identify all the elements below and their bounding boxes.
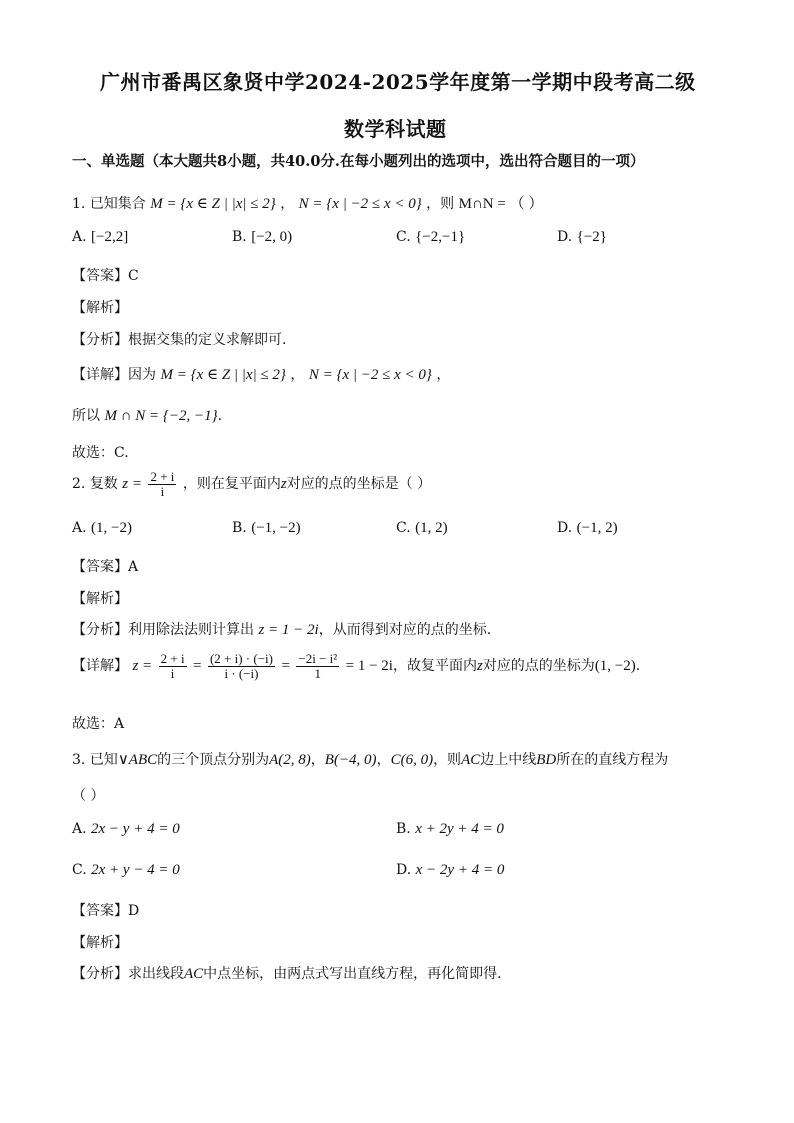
segment-ac: AC xyxy=(461,752,481,768)
point-b: B(−4, 0) xyxy=(324,752,377,768)
fenxi-text: 中点坐标，由两点式写出直线方程，再化简即得. xyxy=(203,966,502,982)
separator: ， xyxy=(280,196,295,212)
z-variable: z xyxy=(280,476,287,493)
q3-answer xyxy=(72,900,139,920)
equals-sign: = xyxy=(281,658,290,675)
option-letter: B. xyxy=(396,821,411,837)
separator: ， xyxy=(310,752,325,768)
point-c: C(6, 0) xyxy=(390,752,434,768)
q2-option-c xyxy=(396,520,448,537)
answer-tag: 【答案】 xyxy=(72,559,128,575)
fraction-1 xyxy=(159,652,187,680)
q2-option-b xyxy=(232,520,301,537)
option-letter: B. xyxy=(232,229,247,245)
fenxi-formula: z = 1 − 2i xyxy=(258,622,319,638)
q1-detail xyxy=(72,364,450,384)
answer-tag: 【答案】 xyxy=(72,903,128,919)
fraction-2 xyxy=(208,652,275,680)
question-number: 3. xyxy=(72,752,86,768)
stem-text: 已知 xyxy=(89,752,118,768)
option-value: (1, −2) xyxy=(91,520,132,536)
question-1-stem xyxy=(72,192,543,213)
q1-analysis-tag: 【解析】 xyxy=(72,300,128,316)
detail-text: 对应的点的坐标为 xyxy=(482,658,595,675)
fenxi-tag: 【分析】 xyxy=(72,622,128,638)
q1-conclusion xyxy=(72,405,222,425)
q3-option-b xyxy=(396,821,504,838)
q2-option-a xyxy=(72,520,132,537)
q2-analysis-tag: 【解析】 xyxy=(72,591,128,607)
q1-option-a xyxy=(72,229,128,246)
fenxi-text: 求出线段 xyxy=(128,966,184,982)
option-value: x + 2y + 4 = 0 xyxy=(415,821,504,837)
fenxi-tag: 【分析】 xyxy=(72,332,128,348)
conclusion-formula: M ∩ N = {−2, −1} xyxy=(104,408,218,424)
option-letter: A. xyxy=(72,520,87,536)
option-value: {−2} xyxy=(576,229,607,245)
z-equals: z = xyxy=(132,658,153,675)
question-3-paren: （ ） xyxy=(72,788,105,804)
separator: ， xyxy=(436,367,451,383)
q1-choose: 故选：C. xyxy=(72,445,129,461)
option-value: (1, 2) xyxy=(415,520,448,536)
stem-text: 的三个顶点分别为 xyxy=(157,752,270,768)
fraction-numerator: −2i − i² xyxy=(298,651,338,666)
q3-option-a xyxy=(72,821,180,838)
option-value: (−1, −2) xyxy=(251,520,301,536)
answer-value: C xyxy=(128,268,139,284)
fraction-denominator: i xyxy=(170,665,175,681)
segment-bd: BD xyxy=(536,752,557,768)
q1-option-c xyxy=(396,229,465,246)
fraction-3 xyxy=(296,652,339,680)
fraction-denominator: i xyxy=(160,483,165,499)
set-m-formula: M = {x ∈ Z | |x| ≤ 2} xyxy=(150,196,276,212)
question-2-stem xyxy=(72,470,431,498)
question-3-stem xyxy=(72,749,668,769)
separator: ， xyxy=(376,752,391,768)
stem-text: ，则 xyxy=(433,752,462,768)
equals-sign: = xyxy=(193,658,202,675)
period: . xyxy=(635,658,641,675)
fenxi-text: ，从而得到对应的点的坐标. xyxy=(318,622,492,638)
intersection-expr: M∩N = （ ） xyxy=(458,196,544,212)
detail-text: 因为 xyxy=(128,367,156,383)
fenxi-text: 利用除法法则计算出 xyxy=(128,622,254,638)
set-n-formula: N = {x | −2 ≤ x < 0} xyxy=(298,196,422,212)
option-letter: D. xyxy=(557,520,573,536)
q3-analysis-tag: 【解析】 xyxy=(72,935,128,951)
option-value: x − 2y + 4 = 0 xyxy=(415,862,505,878)
option-value: (−1, 2) xyxy=(576,520,618,536)
detail-tag: 【详解】 xyxy=(72,367,128,383)
option-value: [−2,2] xyxy=(91,229,129,245)
q3-option-d xyxy=(396,862,504,879)
fraction xyxy=(148,470,176,498)
detail-set-m: M = {x ∈ Z | |x| ≤ 2} xyxy=(160,367,286,383)
stem-text: ，则在复平面内 xyxy=(182,476,281,493)
q2-option-d xyxy=(557,520,618,537)
segment-ac: AC xyxy=(184,966,204,982)
q3-fenxi xyxy=(72,963,502,983)
q1-fenxi xyxy=(72,329,286,349)
option-value: [−2, 0) xyxy=(251,229,293,245)
fraction-denominator: 1 xyxy=(314,665,322,681)
stem-text: 边上中线 xyxy=(480,752,537,768)
option-value: 2x − y + 4 = 0 xyxy=(91,821,180,837)
conclusion-prefix: 所以 xyxy=(72,408,100,424)
period: . xyxy=(217,408,223,424)
z-equals: z = xyxy=(122,476,142,493)
fenxi-text: 根据交集的定义求解即可. xyxy=(128,332,287,348)
fenxi-tag: 【分析】 xyxy=(72,966,128,982)
question-number: 1. xyxy=(72,196,86,212)
fraction-numerator: (2 + i) · (−i) xyxy=(209,651,273,666)
stem-text: 已知集合 xyxy=(89,196,146,212)
q1-option-d xyxy=(557,229,607,246)
detail-tag: 【详解】 xyxy=(72,658,128,675)
q2-fenxi xyxy=(72,619,491,639)
answer-tag: 【答案】 xyxy=(72,268,128,284)
option-letter: A. xyxy=(72,821,87,837)
q2-choose: 故选：A xyxy=(72,716,125,732)
question-number: 2. xyxy=(72,476,86,493)
result-expr: = 1 − 2i xyxy=(345,658,393,675)
stem-text: 对应的点的坐标是（ ） xyxy=(286,476,432,493)
separator: ， xyxy=(290,367,305,383)
option-letter: D. xyxy=(557,229,573,245)
z-variable: z xyxy=(476,658,483,675)
q1-answer xyxy=(72,265,139,285)
option-letter: B. xyxy=(232,520,247,536)
option-letter: C. xyxy=(72,862,87,878)
option-letter: A. xyxy=(72,229,87,245)
option-value: {−2,−1} xyxy=(415,229,466,245)
stem-text: 所在的直线方程为 xyxy=(556,752,669,768)
stem-text: 复数 xyxy=(89,476,118,493)
detail-set-n: N = {x | −2 ≤ x < 0} xyxy=(308,367,432,383)
point-a: A(2, 8) xyxy=(269,752,311,768)
triangle-label: ∨ABC xyxy=(117,752,158,768)
section-heading: 一、单选题（本大题共8小题，共40.0分.在每小题列出的选项中，选出符合题目的一项） xyxy=(72,153,645,170)
q2-detail xyxy=(72,652,640,680)
point-coordinate: (1, −2) xyxy=(594,658,636,675)
q2-answer xyxy=(72,556,138,576)
q3-option-c xyxy=(72,862,180,879)
option-letter: D. xyxy=(396,862,412,878)
fraction-numerator: 2 + i xyxy=(160,651,185,666)
fraction-denominator: i · (−i) xyxy=(224,665,259,681)
fraction-numerator: 2 + i xyxy=(150,469,175,484)
page-subtitle: 数学科试题 xyxy=(344,117,447,141)
answer-value: D xyxy=(128,903,140,919)
option-value: 2x + y − 4 = 0 xyxy=(91,862,180,878)
option-letter: C. xyxy=(396,520,411,536)
option-letter: C. xyxy=(396,229,411,245)
q1-option-b xyxy=(232,229,292,246)
stem-text: ，则 xyxy=(426,196,455,212)
answer-value: A xyxy=(128,559,139,575)
detail-text: ，故复平面内 xyxy=(392,658,477,675)
page-title: 广州市番禺区象贤中学2024-2025学年度第一学期中段考高二级 xyxy=(100,70,696,94)
